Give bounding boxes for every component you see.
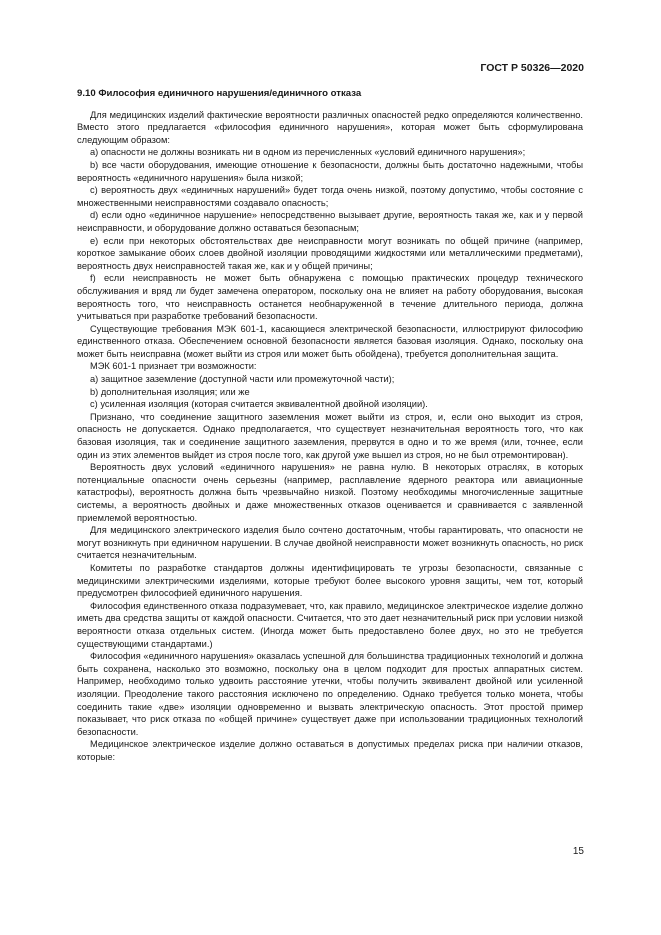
document-code: ГОСТ Р 50326—2020 bbox=[480, 62, 584, 74]
paragraph: Для медицинских изделий фактические вероятности различных опасностей редко определяются количественно. Вместо этого предлагается «философия единичного нарушения», которая может быть сформулирована следующим образом: bbox=[77, 109, 583, 145]
list-item: e) если при некоторых обстоятельствах две неисправности могут возникать по общей причине (например, короткое замыкание обоих слоев двойной изоляции проводящими жидкостями или металлическими предметами), вероятность двух неисправностей такая же, как и у общей причины; bbox=[77, 235, 583, 271]
paragraph: Философия «единичного нарушения» оказалась успешной для большинства традиционных технологий и должна быть сохранена, насколько это возможно, поскольку она в целом подходит для простых аппаратных систем. Например, необходимо только удвоить расстояние утечки, чтобы получить эквивалент двойной или усиленной изоляции. Преодоление такого расстояния исключено по определению. Однако требуется только монета, чтобы соединить такие «две» изоляции одновременно и вызвать электрическую опасность. Этот простой пример показывает, что риск отказа по «общей причине» существует даже при использовании традиционных технологий безопасности. bbox=[77, 651, 583, 737]
document-body bbox=[77, 88, 583, 763]
paragraph: Вероятность двух условий «единичного нарушения» не равна нулю. В некоторых отраслях, в которых потенциальные опасности очень серьезны (например, расплавление ядерного реактора или авиационные катастрофы), вероятность должна быть чрезвычайно низкой. Поэтому необходимы многочисленные защитные системы, а вероятность двойных и даже множественных отказов оценивается и сравнивается с заявленной приемлемой вероятностью. bbox=[77, 462, 583, 523]
paragraph: Философия единственного отказа подразумевает, что, как правило, медицинское электрическое изделие должно иметь два средства защиты от каждой опасности. Считается, что это дает незначительный риск при условии низкой вероятности отказа отдельных систем. (Иногда может быть предоставлено более двух, но это не требуется существующими стандартами.) bbox=[77, 600, 583, 649]
section-heading: 9.10 Философия единичного нарушения/единичного отказа bbox=[77, 88, 362, 99]
list-item: b) дополнительная изоляция; или же bbox=[90, 386, 250, 397]
list-item: c) вероятность двух «единичных нарушений» будет тогда очень низкой, поэтому допустимо, чтобы состояние с множественными неисправностями создавало опасность; bbox=[77, 185, 583, 208]
list-item: a) опасности не должны возникать ни в одном из перечисленных «условий единичного нарушения»; bbox=[90, 147, 526, 158]
paragraph: Медицинское электрическое изделие должно оставаться в допустимых пределах риска при наличии отказов, которые: bbox=[77, 739, 583, 762]
paragraph: Существующие требования МЭК 601-1, касающиеся электрической безопасности, иллюстрируют философию единственного отказа. Обеспечением основной безопасности является базовая изоляция. Однако, поскольку она может быть неисправна (может выйти из строя или может быть обойдена), требуется дополнительная защита. bbox=[77, 323, 583, 359]
paragraph: МЭК 601-1 признает три возможности: bbox=[90, 361, 257, 372]
list-item: f) если неисправность не может быть обнаружена с помощью практических процедур технического обслуживания и вряд ли будет замечена оператором, поскольку она не влияет на работу оборудования, высокая вероятность того, что неисправность останется необнаруженной в течение длительного периода, должна учитываться при разработке требований безопасности. bbox=[77, 273, 583, 322]
list-item: a) защитное заземление (доступной части или промежуточной части); bbox=[90, 374, 395, 385]
list-item: b) все части оборудования, имеющие отношение к безопасности, должны быть достаточно надежными, чтобы вероятность «единичного нарушения» была низкой; bbox=[77, 159, 583, 183]
paragraph: Для медицинского электрического изделия было сочтено достаточным, чтобы гарантировать, что опасности не могут возникнуть при единичном нарушении. В случае двойной неисправности может возникнуть опасность, но риск считается незначительным. bbox=[77, 525, 583, 561]
list-item: d) если одно «единичное нарушение» непосредственно вызывает другие, вероятность такая же, как и у первой неисправности, и оборудование должно оставаться безопасным; bbox=[77, 210, 583, 233]
paragraph: Признано, что соединение защитного заземления может выйти из строя, и, если оно выходит из строя, опасность не допускается. Однако предполагается, что существует незначительная вероятность того, что как базовая изоляция, так и соединение защитного заземления, прервутся в одно и то же время (или, точнее, если один из этих элементов выйдет из строя после того, как другой уже вышел из строя, но не был отремонтирован). bbox=[77, 411, 583, 460]
paragraph: Комитеты по разработке стандартов должны идентифицировать те угрозы безопасности, связанные с медицинскими электрическими изделиями, которые требуют более высокого уровня защиты, чем тот, который предусмотрен философией единичного нарушения. bbox=[77, 562, 583, 599]
list-item: c) усиленная изоляция (которая считается эквивалентной двойной изоляции). bbox=[90, 399, 428, 410]
page-number: 15 bbox=[572, 846, 584, 857]
